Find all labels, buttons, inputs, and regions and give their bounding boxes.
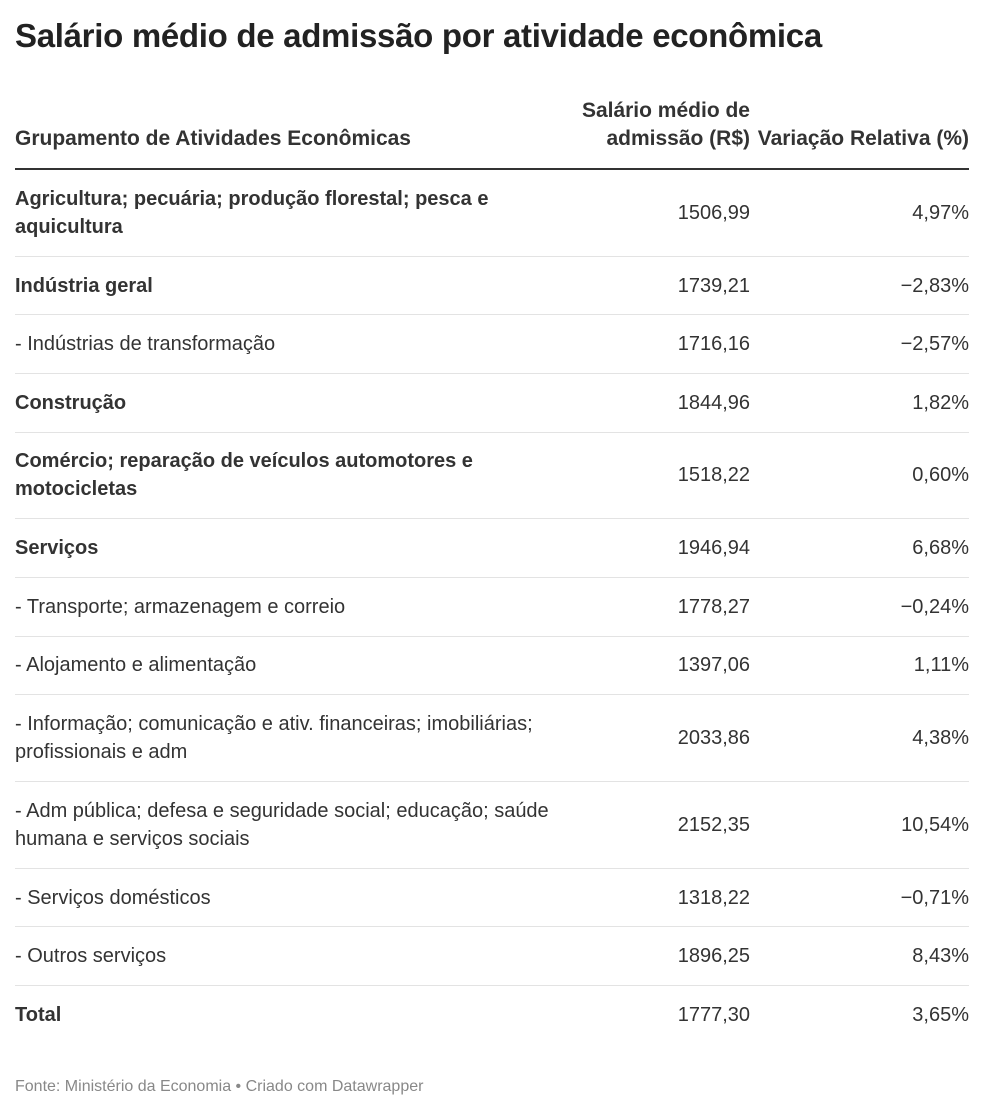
column-header-salary: Salário médio de admissão (R$) xyxy=(581,99,750,150)
variation-value: −0,24% xyxy=(900,595,969,618)
variation-value: −2,57% xyxy=(900,333,969,356)
variation-value: 4,97% xyxy=(912,201,969,224)
row-label: - Alojamento e alimentação xyxy=(15,654,257,677)
table-row xyxy=(15,578,969,637)
table-row xyxy=(15,374,969,433)
chart-title: Salário médio de admissão por atividade econômica xyxy=(15,17,822,54)
column-header-activity: Grupamento de Atividades Econômicas xyxy=(15,127,411,150)
row-label: Comércio; reparação de veículos automotores e motocicletas xyxy=(15,450,473,501)
variation-value: 8,43% xyxy=(912,945,969,968)
table-row xyxy=(15,315,969,374)
variation-value: 1,82% xyxy=(912,391,969,414)
row-label: Indústria geral xyxy=(15,274,153,297)
source-footer: Fonte: Ministério da Economia • Criado com Datawrapper xyxy=(15,1078,424,1095)
row-label: Total xyxy=(15,1004,62,1027)
salary-value: 2152,35 xyxy=(677,813,750,836)
row-label: - Informação; comunicação e ativ. financeiras; imobiliárias; profissionais e adm xyxy=(15,713,533,764)
salary-value: 1518,22 xyxy=(677,464,750,487)
salary-value: 1777,30 xyxy=(677,1004,750,1027)
table-row xyxy=(15,927,969,986)
table-row xyxy=(15,257,969,316)
variation-value: 1,11% xyxy=(913,654,969,677)
row-label: - Transporte; armazenagem e correio xyxy=(15,595,346,618)
row-label: Serviços xyxy=(15,537,99,560)
table-row xyxy=(15,695,969,782)
variation-value: 0,60% xyxy=(912,464,969,487)
variation-value: 6,68% xyxy=(912,537,969,560)
data-table xyxy=(15,96,969,1045)
salary-value: 1946,94 xyxy=(677,537,750,560)
salary-value: 1778,27 xyxy=(677,595,750,618)
row-label: - Adm pública; defesa e seguridade social; educação; saúde humana e serviços sociais xyxy=(15,799,549,850)
table-row xyxy=(15,433,969,520)
table-row xyxy=(15,519,969,578)
table-row xyxy=(15,986,969,1045)
variation-value: 4,38% xyxy=(912,727,969,750)
table-row xyxy=(15,637,969,696)
salary-value: 1739,21 xyxy=(677,274,750,297)
salary-value: 1716,16 xyxy=(677,333,750,356)
row-label: - Indústrias de transformação xyxy=(15,333,276,356)
salary-value: 1318,22 xyxy=(677,886,750,909)
salary-value: 2033,86 xyxy=(677,727,750,750)
row-label: - Serviços domésticos xyxy=(15,886,211,909)
salary-value: 1506,99 xyxy=(677,201,750,224)
variation-value: 3,65% xyxy=(912,1004,969,1027)
variation-value: −0,71% xyxy=(900,886,969,909)
salary-value: 1896,25 xyxy=(677,945,750,968)
row-label: - Outros serviços xyxy=(15,945,167,968)
table-row xyxy=(15,782,969,869)
table-header xyxy=(15,96,969,170)
variation-value: −2,83% xyxy=(900,274,969,297)
row-label: Construção xyxy=(15,391,127,414)
table-row xyxy=(15,170,969,257)
column-header-variation: Variação Relativa (%) xyxy=(757,127,969,150)
salary-value: 1397,06 xyxy=(677,654,750,677)
row-label: Agricultura; pecuária; produção florestal; pesca e aquicultura xyxy=(15,187,489,238)
table-row xyxy=(15,869,969,928)
salary-value: 1844,96 xyxy=(677,391,750,414)
table-body xyxy=(15,170,969,1045)
variation-value: 10,54% xyxy=(901,813,969,836)
